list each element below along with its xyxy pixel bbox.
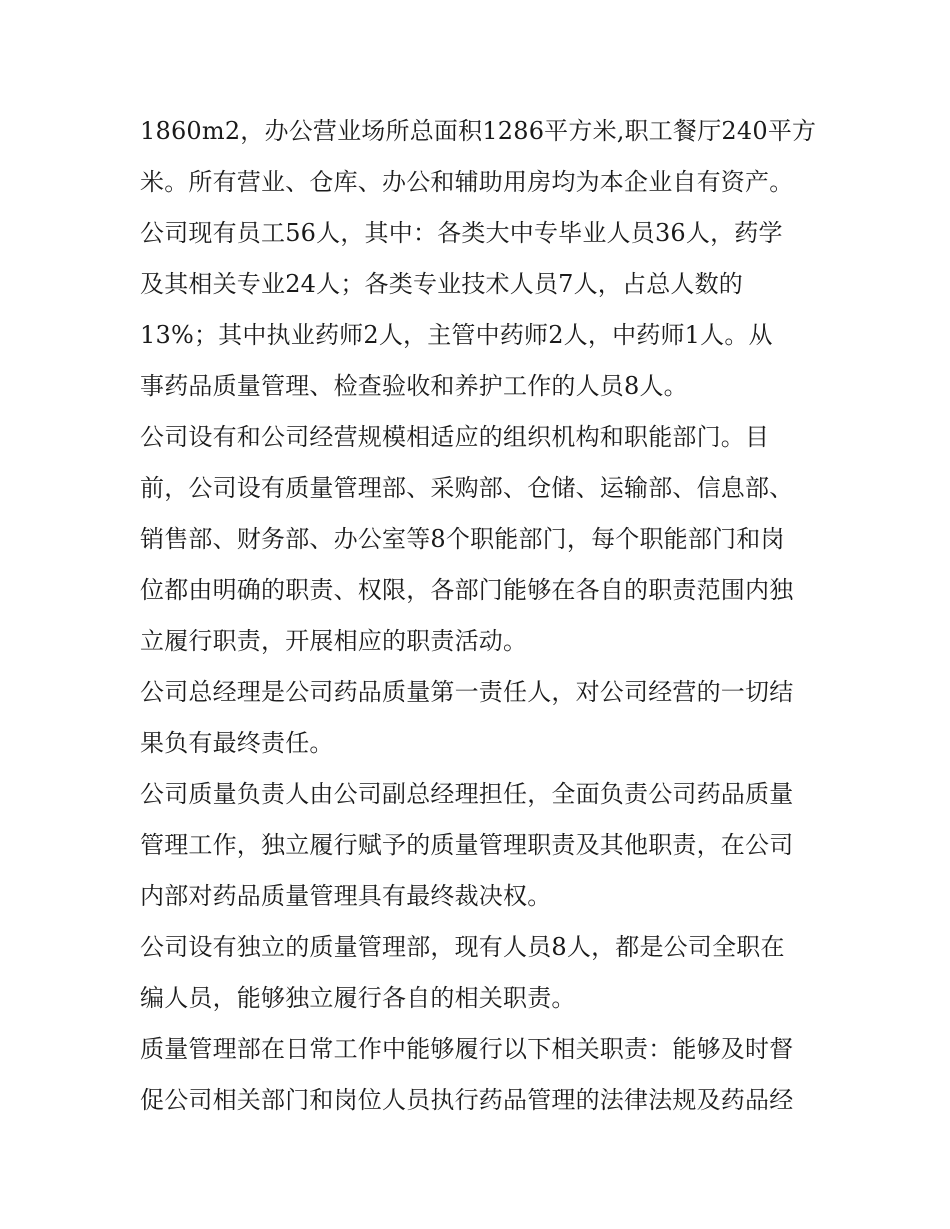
text-line: 米。所有营业、仓库、办公和辅助用房均为本企业自有资产。 bbox=[140, 168, 794, 196]
text-line: 内部对药品质量管理具有最终裁决权。 bbox=[140, 882, 552, 910]
text-line: 1860m2，办公营业场所总面积1286平方米,职工餐厅240平方 bbox=[140, 117, 817, 145]
document-body bbox=[140, 106, 820, 1126]
text-line: 公司现有员工56人，其中：各类大中专毕业人员36人，药学 bbox=[140, 219, 783, 247]
text-line: 事药品质量管理、检查验收和养护工作的人员8人。 bbox=[140, 372, 688, 400]
text-line: 质量管理部在日常工作中能够履行以下相关职责：能够及时督 bbox=[140, 1035, 794, 1063]
text-line: 前，公司设有质量管理部、采购部、仓储、运输部、信息部、 bbox=[140, 474, 794, 502]
text-line: 位都由明确的职责、权限，各部门能够在各自的职责范围内独 bbox=[140, 576, 794, 604]
text-line: 销售部、财务部、办公室等8个职能部门，每个职能部门和岗 bbox=[140, 525, 785, 553]
text-line: 及其相关专业24人；各类专业技术人员7人，占总人数的 bbox=[140, 270, 744, 298]
text-line: 公司总经理是公司药品质量第一责任人，对公司经营的一切结 bbox=[140, 678, 794, 706]
text-line: 13%；其中执业药师2人，主管中药师2人，中药师1人。从 bbox=[140, 321, 773, 349]
text-line: 立履行职责，开展相应的职责活动。 bbox=[140, 627, 528, 655]
text-line: 公司设有独立的质量管理部，现有人员8人，都是公司全职在 bbox=[140, 933, 785, 961]
text-line: 公司设有和公司经营规模相适应的组织机构和职能部门。目 bbox=[140, 423, 770, 451]
text-line: 公司质量负责人由公司副总经理担任，全面负责公司药品质量 bbox=[140, 780, 794, 808]
text-line: 编人员，能够独立履行各自的相关职责。 bbox=[140, 984, 576, 1012]
text-line: 果负有最终责任。 bbox=[140, 729, 334, 757]
text-line: 管理工作，独立履行赋予的质量管理职责及其他职责，在公司 bbox=[140, 831, 794, 859]
text-line: 促公司相关部门和岗位人员执行药品管理的法律法规及药品经 bbox=[140, 1086, 794, 1114]
